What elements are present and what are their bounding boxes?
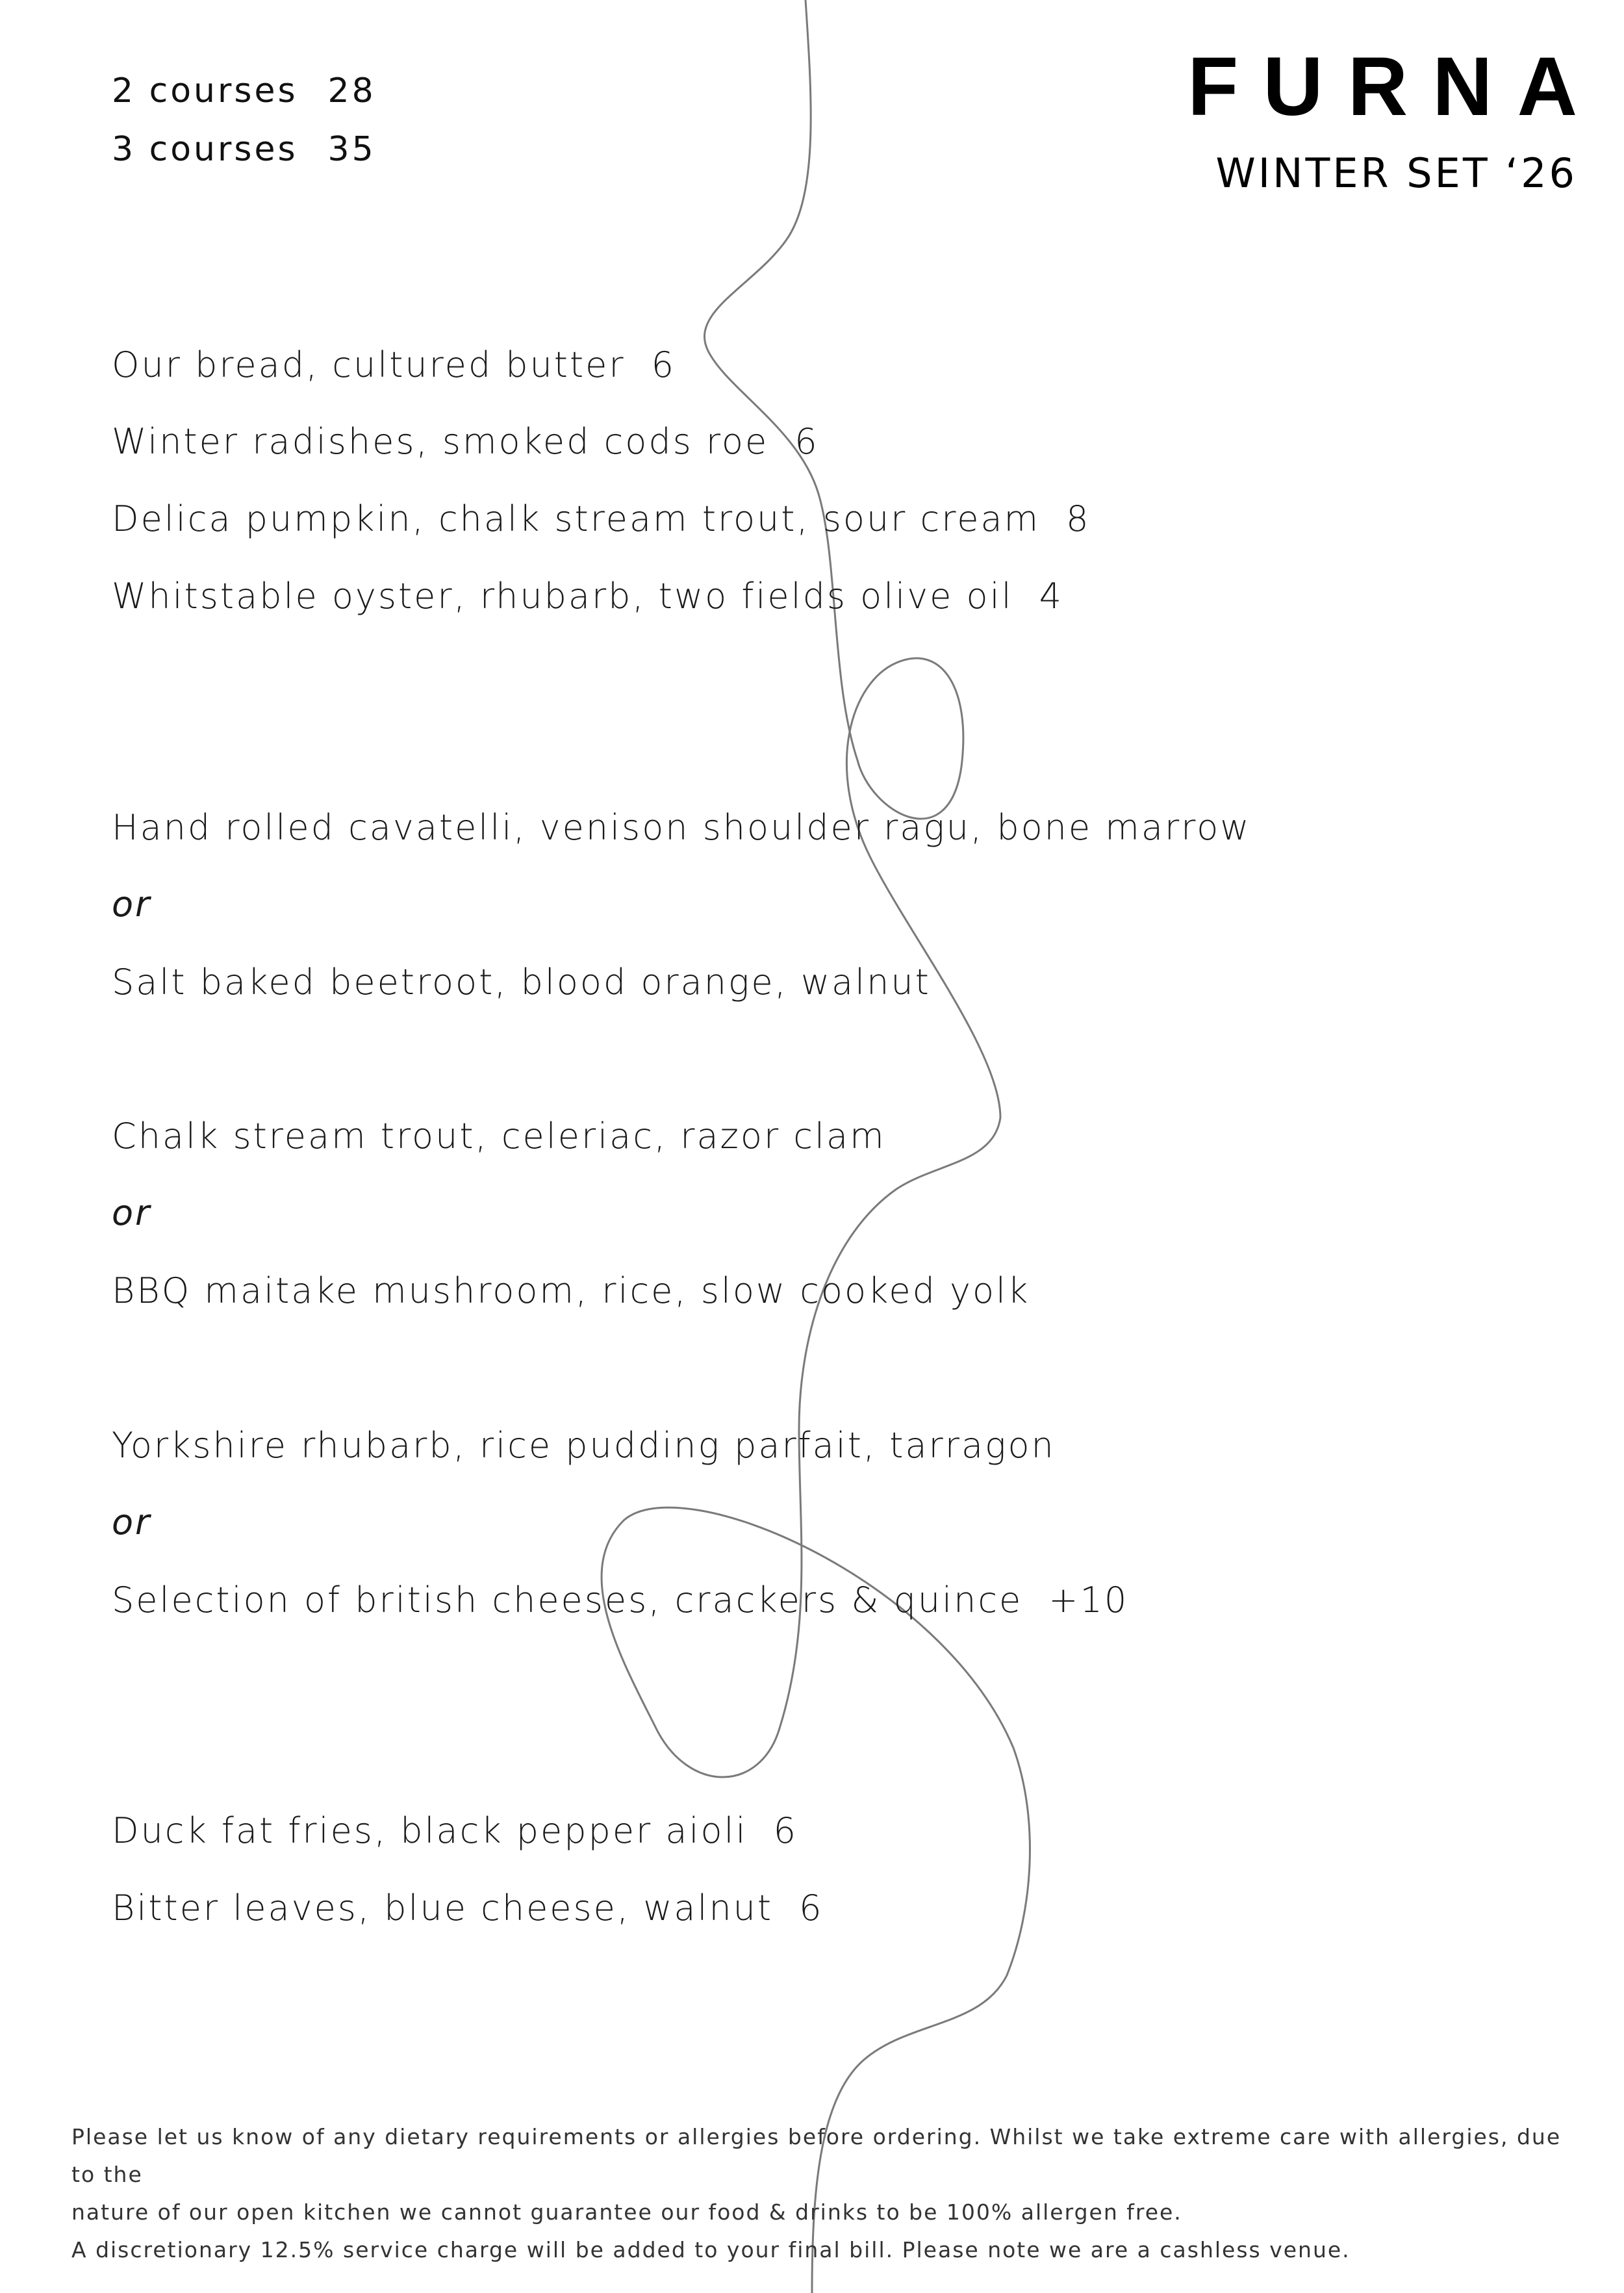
dish-price: 6 [794,421,819,462]
brand-header [1187,40,1602,197]
dessert-option-1: Yorkshire rhubarb, rice pudding parfait, tarragon [112,1425,1056,1466]
dish-name: Whitstable oyster, rhubarb, two fields olive oil [112,576,1013,617]
pricing-label: 2 courses [112,71,298,110]
main-option-1: Chalk stream trout, celeriac, razor clam [112,1116,886,1157]
menu-item [112,576,1063,617]
starter-option-1: Hand rolled cavatelli, venison shoulder ragu, bone marrow [112,807,1251,848]
allergy-notice-line: Please let us know of any dietary requirements or allergies before ordering. Whilst we take extreme care with allergies, due to the [71,2124,1562,2187]
menu-item [112,498,1091,539]
menu-item [112,1888,823,1928]
dish-name: Our bread, cultured butter [112,344,626,385]
dish-name: Winter radishes, smoked cods roe [112,421,769,462]
pricing-price: 35 [327,130,376,169]
dish-price: 6 [651,344,676,385]
or-divider: or [112,1192,152,1233]
menu-item [112,344,676,385]
furna-logo: FURNA [1187,40,1602,133]
allergy-notice-line: nature of our open kitchen we cannot guarantee our food & drinks to be 100% allergen free. [71,2199,1182,2225]
pricing-row [112,62,376,120]
pricing-label: 3 courses [112,130,298,169]
starter-option-2: Salt baked beetroot, blood orange, walnut [112,962,931,1003]
pricing-row [112,120,376,179]
dessert-option-2 [112,1580,1128,1620]
footer-notice [71,2118,1585,2269]
dish-name: Duck fat fries, black pepper aioli [112,1810,748,1851]
main-option-2: BBQ maitake mushroom, rice, slow cooked yolk [112,1270,1030,1311]
menu-item [112,1810,798,1851]
dish-price: 6 [799,1888,824,1928]
service-charge-notice: A discretionary 12.5% service charge will be added to your final bill. Please note we are a cashless venue. [71,2237,1351,2262]
dish-name: Delica pumpkin, chalk stream trout, sour cream [112,498,1041,539]
menu-subtitle: WINTER SET ‘26 [1215,149,1577,197]
dish-price: +10 [1048,1580,1129,1620]
or-divider: or [112,884,152,925]
dish-name: Bitter leaves, blue cheese, walnut [112,1888,774,1928]
pricing-price: 28 [327,71,376,110]
dish-price: 6 [773,1810,798,1851]
course-pricing [112,62,376,179]
menu-item [112,421,819,462]
dish-price: 8 [1066,498,1091,539]
or-divider: or [112,1502,152,1543]
dish-name: Selection of british cheeses, crackers & quince [112,1580,1023,1620]
dish-price: 4 [1039,576,1063,617]
